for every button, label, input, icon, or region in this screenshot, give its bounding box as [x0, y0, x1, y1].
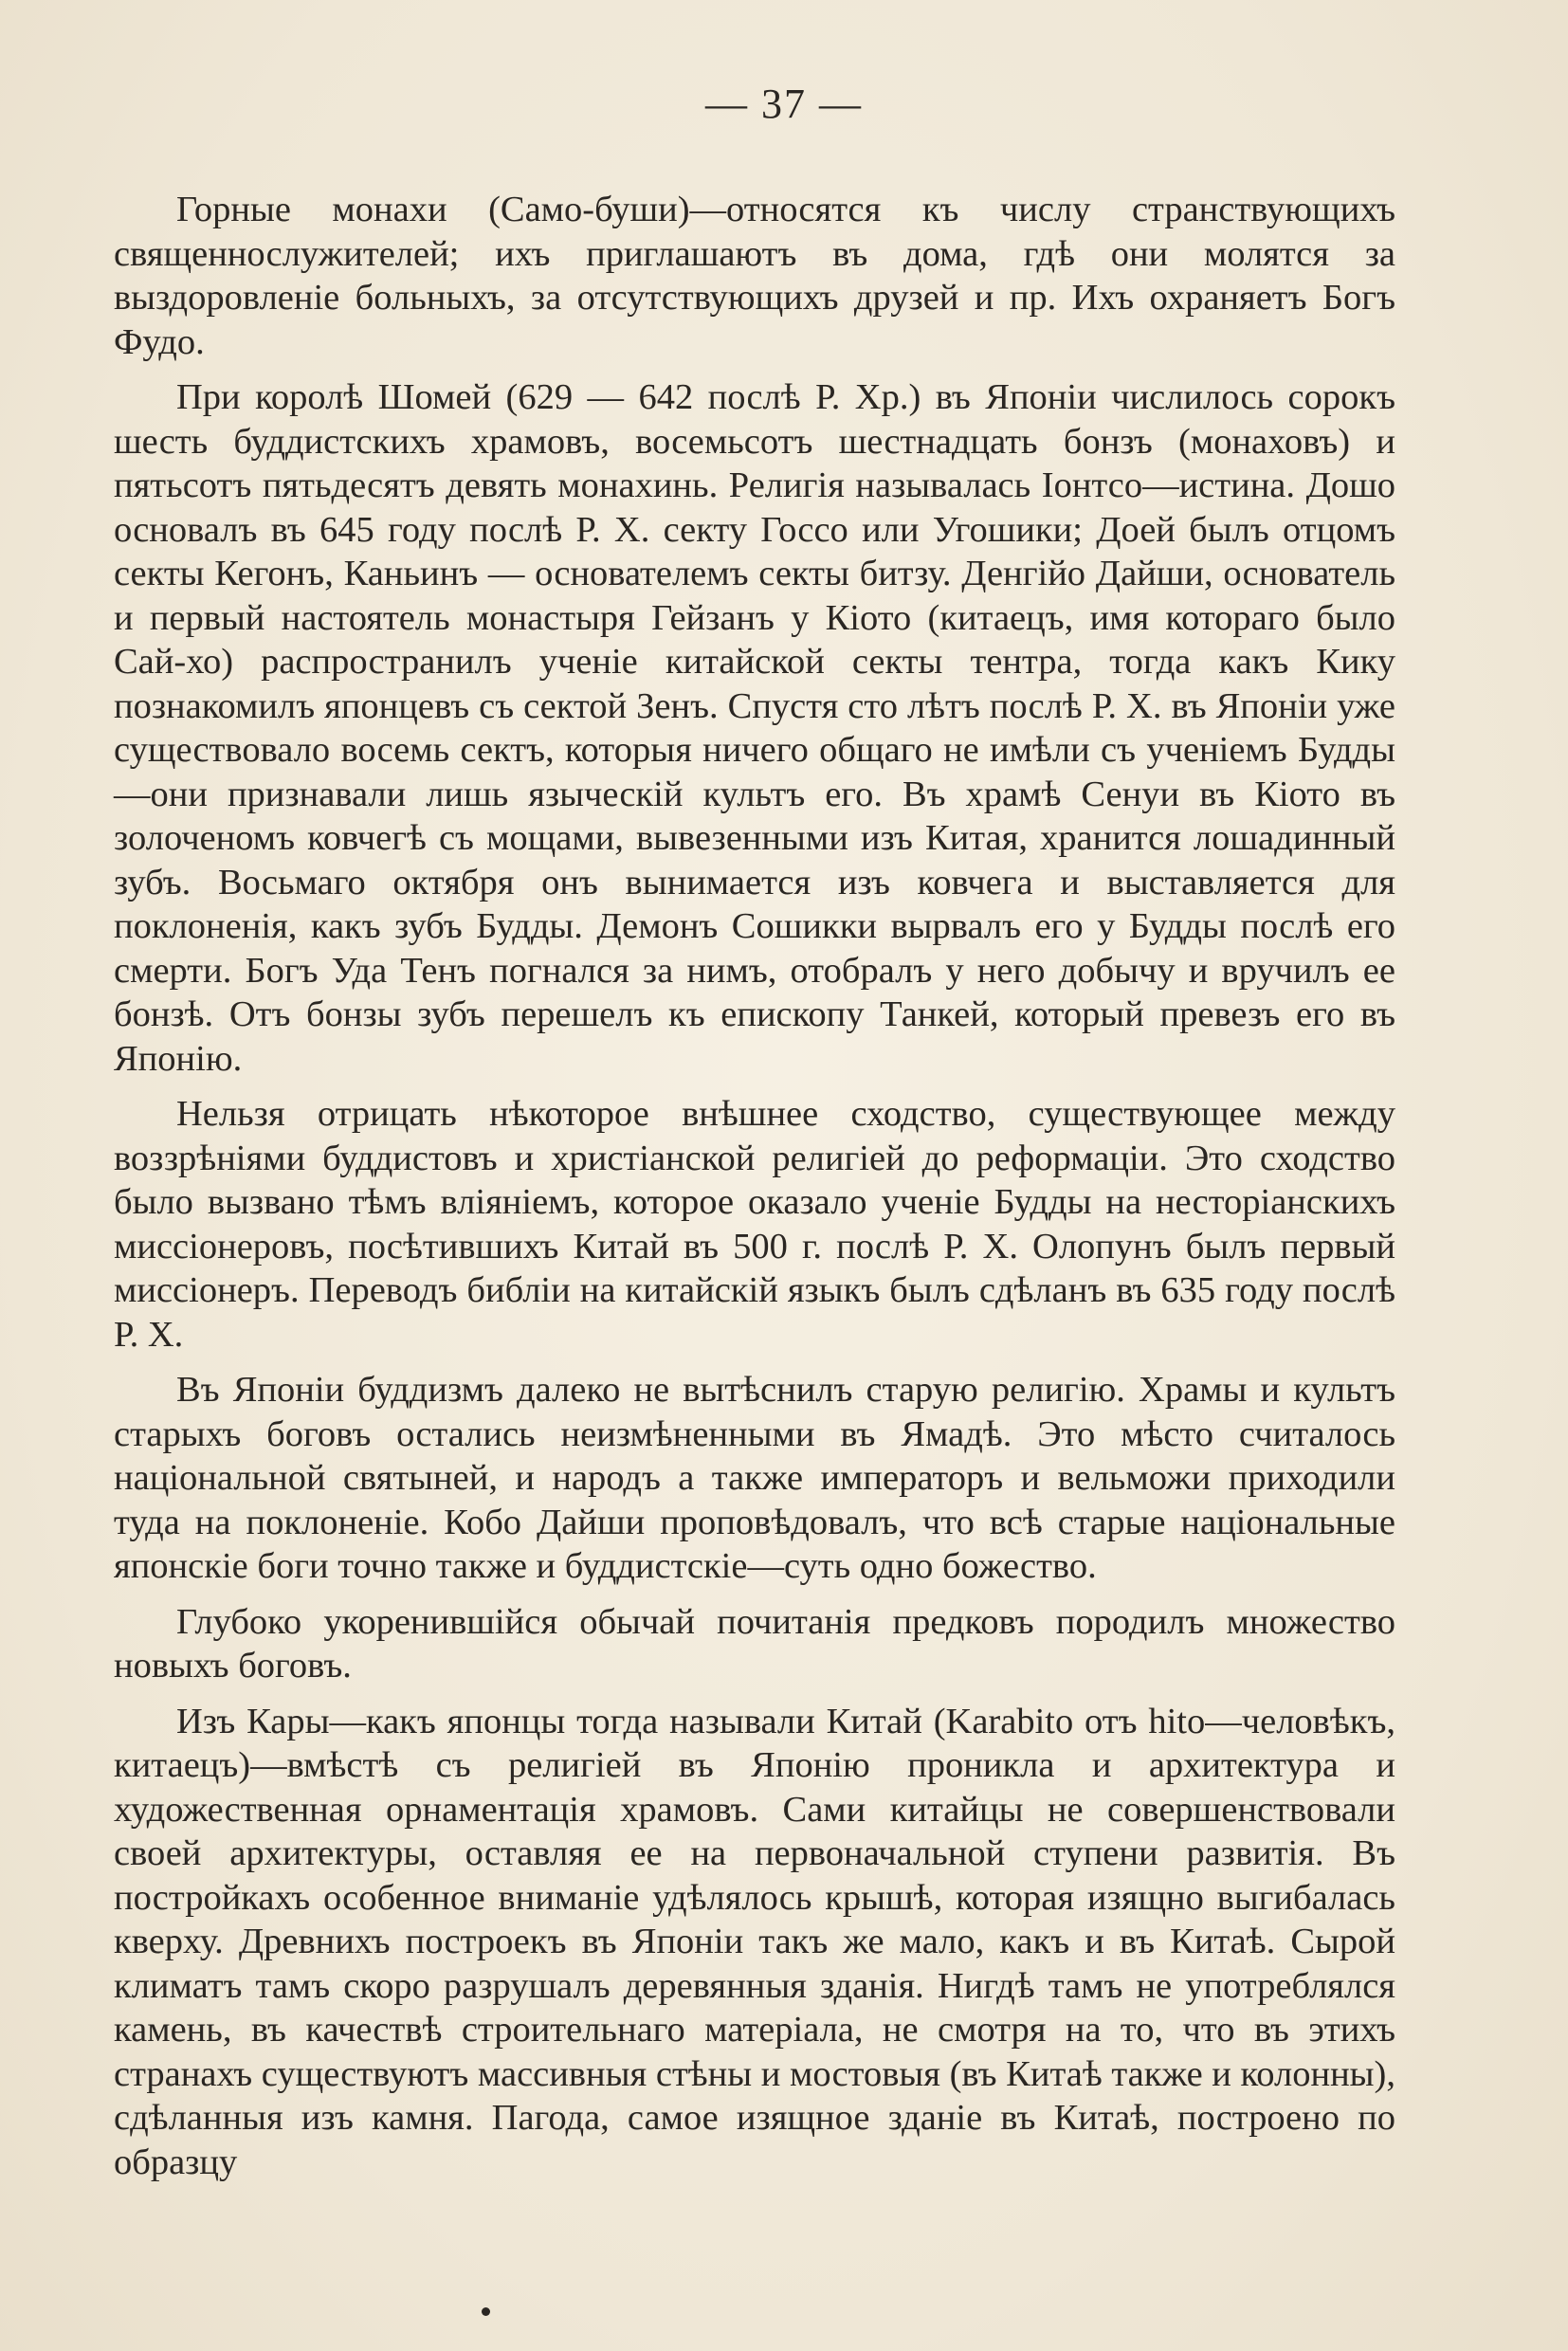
- paragraph-ancestor-worship: Глубоко укоренившійся обычай почитанія предковъ породилъ множество новыхъ боговъ.: [114, 1601, 1395, 1686]
- paragraph-buddhist-sects: При королѣ Шомей (629 — 642 послѣ Р. Хр.) въ Японіи числилось сорокъ шесть буддистскихъ храмовъ, восемьсотъ шестнадцать бонзъ (монаховъ) и пятьсотъ пятьдесятъ девять монахинь. Религія называлась Іонтсо—истина. Дошо основалъ въ 645 году послѣ Р. Х. секту Госсо или Угошики; Доей былъ отцомъ секты Кегонъ, Каньинъ — основателемъ секты битзу. Денгійо Дайши, основатель и первый настоятель монастыря Гейзанъ у Кіото (китаецъ, имя котораго было Сай-хо) распространилъ ученіе китайской секты тентра, тогда какъ Кику познакомилъ японцевъ съ сектой Зенъ. Спустя сто лѣтъ послѣ Р. Х. въ Японіи уже существовало восемь сектъ, которыя ничего общаго не имѣли съ ученіемъ Будды—они признавали лишь языческій культъ его. Въ храмѣ Сенуи въ Кіото въ золоченомъ ковчегѣ съ мощами, вывезенными изъ Китая, хранится лошадинный зубъ. Восьмаго октября онъ вынимается изъ ковчега и выставляется для поклоненія, какъ зубъ Будды. Демонъ Сошикки вырвалъ его у Будды послѣ его смерти. Богъ Уда Тенъ погнался за нимъ, отобралъ у него добычу и вручилъ ее бонзѣ. Отъ бонзы зубъ перешелъ къ епископу Танкей, который превезъ его въ Японію.: [114, 377, 1395, 1079]
- paragraph-mountain-monks: Горные монахи (Само-буши)—относятся къ числу странствующихъ священнослужителей; ихъ приглашаютъ въ дома, гдѣ они молятся за выздоровленіе больныхъ, за отсутствующихъ друзей и пр. Ихъ охраняетъ Богъ Фудо.: [114, 190, 1395, 362]
- paragraph-architecture: Изъ Кары—какъ японцы тогда называли Китай (Karabito отъ hito—человѣкъ, китаецъ)—вмѣстѣ съ религіей въ Японію проникла и архитектура и художественная орнаментація храмовъ. Сами китайцы не совершенствовали своей архитектуры, оставляя ее на первоначальной ступени развитія. Въ постройкахъ особенное вниманіе удѣлялось крышѣ, которая изящно выгибалась кверху. Древнихъ построекъ въ Японіи такъ же мало, какъ и въ Китаѣ. Сырой климатъ тамъ скоро разрушалъ деревянныя зданія. Нигдѣ тамъ не употреблялся камень, въ качествѣ строительнаго матеріала, не смотря на то, что въ этихъ странахъ существуютъ массивныя стѣны и мостовыя (въ Китаѣ также и колонны), сдѣланныя изъ камня. Пагода, самое изящное зданіе въ Китаѣ, построено по образцу: [114, 1701, 1395, 2182]
- paragraph-christian-similarity: Нельзя отрицать нѣкоторое внѣшнее сходство, существующее между воззрѣніями буддистовъ и христіанской религіей до реформаціи. Это сходство было вызвано тѣмъ вліяніемъ, которое оказало ученіе Будды на несторіанскихъ миссіонеровъ, посѣтившихъ Китай въ 500 г. послѣ Р. Х. Олопунъ былъ первый миссіонеръ. Переводъ библіи на китайскій языкъ былъ сдѣланъ въ 635 году послѣ Р. Х.: [114, 1094, 1395, 1355]
- body-text: [114, 188, 1395, 2196]
- ink-speck: [482, 2307, 490, 2316]
- page-number: — 37 —: [705, 81, 863, 127]
- paragraph-old-religion: Въ Японіи буддизмъ далеко не вытѣснилъ старую религію. Храмы и культъ старыхъ боговъ остались неизмѣненными въ Ямадѣ. Это мѣсто считалось національной святыней, и народъ а также императоръ и вельможи приходили туда на поклоненіе. Кобо Дайши проповѣдовалъ, что всѣ старые національные японскіе боги точно также и буддистскіе—суть одно божество.: [114, 1370, 1395, 1586]
